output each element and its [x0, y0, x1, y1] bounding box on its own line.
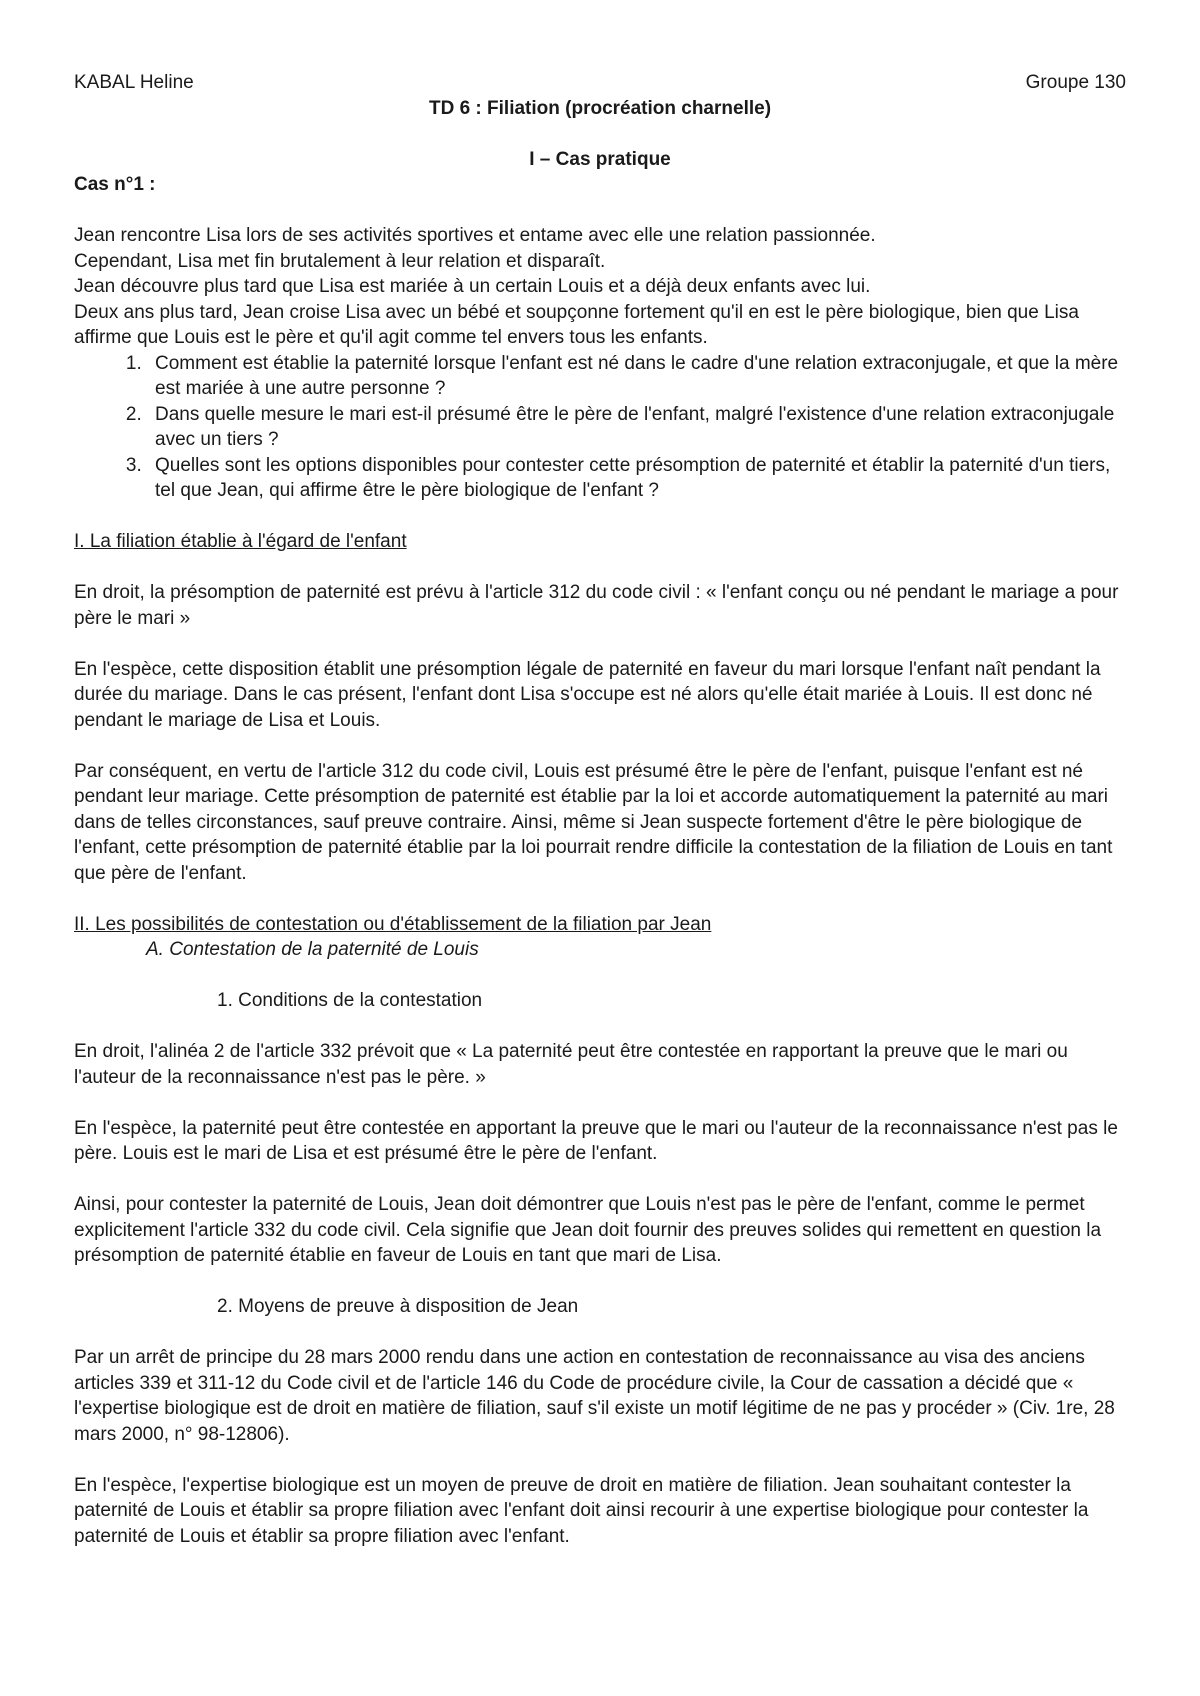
case-fact: Jean rencontre Lisa lors de ses activités sportives et entame avec elle une relation passionnée.	[74, 225, 876, 246]
author-name: KABAL Heline	[74, 72, 194, 93]
sub1-paragraph: Ainsi, pour contester la paternité de Louis, Jean doit démontrer que Louis n'est pas le père de l'enfant, comme le permet explicitement l'article 332 du code civil. Cela signifie que Jean doit fournir des preuves solides qui remettent en question la présomption de paternité établie en faveur de Louis en tant que mari de Lisa.	[74, 1194, 1102, 1266]
sub2-paragraph: En l'espèce, l'expertise biologique est un moyen de preuve de droit en matière de filiation. Jean souhaitant contester la paternité de Louis et établir sa propre filiation avec l'enfant doit ainsi recourir à une expertise biologique pour contester la paternité de Louis et établir sa propre filiation avec l'enfant.	[74, 1474, 1089, 1547]
question-item: 1. Comment est établie la paternité lorsque l'enfant est né dans le cadre d'une relation extraconjugale, et que la mère est mariée à une autre personne ?	[147, 351, 1126, 402]
sub2-paragraph: Par un arrêt de principe du 28 mars 2000 rendu dans une action en contestation de reconnaissance au visa des anciens articles 339 et 311-12 du Code civil et de l'article 146 du Code de procédure civile, la Cour de cassation a décidé que « l'expertise biologique est de droit en matière de filiation, sauf s'il existe un motif légitime de ne pas y procéder » (Civ. 1re, 28 mars 2000, n° 98-12806).	[74, 1347, 1115, 1445]
case-fact: Cependant, Lisa met fin brutalement à leur relation et disparaît.	[74, 250, 606, 272]
document-title: TD 6 : Filiation (procréation charnelle)	[428, 97, 772, 119]
case-label: Cas n°1 :	[74, 174, 156, 195]
part1-paragraph: En droit, la présomption de paternité est prévu à l'article 312 du code civil : « l'enfant conçu ou né pendant le mariage a pour père le mari »	[74, 582, 1119, 629]
part2-subheading: A. Contestation de la paternité de Louis	[146, 939, 479, 960]
part1-heading: I. La filiation établie à l'égard de l'enfant	[74, 531, 407, 552]
section-title: I – Cas pratique	[529, 148, 671, 170]
group-label: Groupe 130	[1025, 72, 1126, 93]
part2-heading: II. Les possibilités de contestation ou d'établissement de la filiation par Jean	[74, 913, 712, 935]
sub1-heading: 1. Conditions de la contestation	[217, 990, 483, 1011]
sub1-paragraph: En droit, l'alinéa 2 de l'article 332 prévoit que « La paternité peut être contestée en rapportant la preuve que le mari ou l'auteur de la reconnaissance n'est pas le père. »	[74, 1041, 1068, 1088]
question-item: 2. Dans quelle mesure le mari est-il présumé être le père de l'enfant, malgré l'existence d'une relation extraconjugale avec un tiers ?	[147, 402, 1126, 453]
part1-paragraph: Par conséquent, en vertu de l'article 312 du code civil, Louis est présumé être le père de l'enfant, puisque l'enfant est né pendant leur mariage. Cette présomption de paternité est établie par la loi et accorde automatiquement la paternité au mari dans de telles circonstances, sauf preuve contraire. Ainsi, même si Jean suspecte fortement d'être le père biologique de l'enfant, cette présomption de paternité établie par la loi pourrait rendre difficile la contestation de la filiation de Louis en tant que père de l'enfant.	[74, 760, 1113, 884]
header-row	[74, 70, 1126, 96]
part1-paragraph: En l'espèce, cette disposition établit une présomption légale de paternité en faveur du mari lorsque l'enfant naît pendant la durée du mariage. Dans le cas présent, l'enfant dont Lisa s'occupe est né alors qu'elle était mariée à Louis. Il est donc né pendant le mariage de Lisa et Louis.	[74, 658, 1101, 731]
sub1-paragraph: En l'espèce, la paternité peut être contestée en apportant la preuve que le mari ou l'auteur de la reconnaissance n'est pas le père. Louis est le mari de Lisa et est présumé être le père de l'enfant.	[74, 1117, 1118, 1164]
questions-list	[74, 351, 1126, 504]
question-item: 3. Quelles sont les options disponibles pour contester cette présomption de paternité et établir la paternité d'un tiers, tel que Jean, qui affirme être le père biologique de l'enfant ?	[147, 453, 1126, 504]
case-fact: Jean découvre plus tard que Lisa est mariée à un certain Louis et a déjà deux enfants avec lui.	[74, 276, 871, 297]
sub2-heading: 2. Moyens de preuve à disposition de Jean	[217, 1296, 579, 1317]
case-fact: Deux ans plus tard, Jean croise Lisa avec un bébé et soupçonne fortement qu'il en est le père biologique, bien que Lisa affirme que Louis est le père et qu'il agit comme tel envers tous les enfants.	[74, 301, 1079, 348]
